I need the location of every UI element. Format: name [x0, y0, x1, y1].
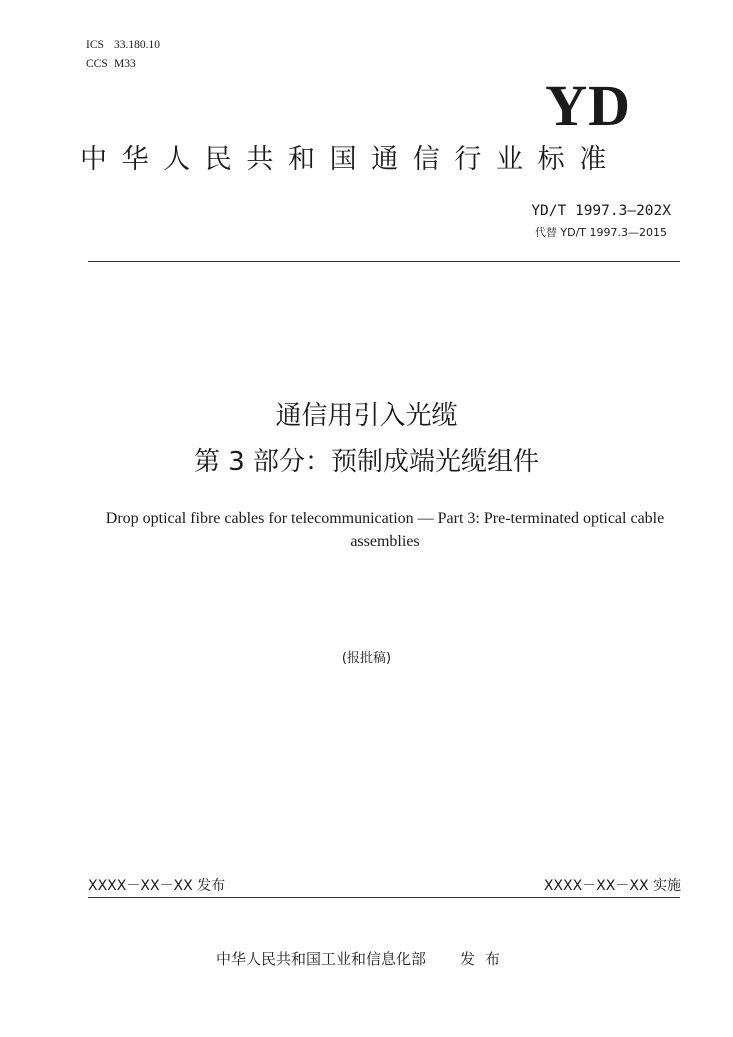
top-divider [88, 261, 680, 262]
title-en: Drop optical fibre cables for telecommunication — Part 3: Pre-terminated optical cable assemblies [105, 510, 665, 550]
implement-date: XXXX－XX－XX 实施 [543, 878, 681, 894]
issuer-name: 中华人民共和国工业和信息化部 [216, 950, 427, 968]
yd-logo: YD [545, 73, 631, 138]
ics-value: 33.180.10 [114, 39, 160, 51]
issuer-line [216, 949, 510, 969]
ccs-code [86, 55, 160, 74]
ccs-value: M33 [114, 58, 136, 70]
ics-code [86, 36, 160, 55]
draft-stage: (报批稿) [341, 651, 392, 666]
standard-title: 中华人民共和国通信行业标准 [80, 144, 621, 175]
issue-action: 发布 [460, 950, 511, 968]
title-zh-line1: 通信用引入光缆 [275, 401, 458, 431]
standard-number: YD/T 1997.3—202X [531, 203, 671, 219]
replaces-note: 代替 YD/T 1997.3—2015 [534, 226, 667, 239]
bottom-divider [88, 897, 680, 898]
title-zh-line2: 第 3 部分：预制成端光缆组件 [193, 447, 540, 477]
ccs-label: CCS [86, 58, 108, 70]
ics-label: ICS [86, 39, 104, 51]
publish-date: XXXX－XX－XX 发布 [88, 878, 226, 894]
classification-codes [86, 36, 160, 74]
